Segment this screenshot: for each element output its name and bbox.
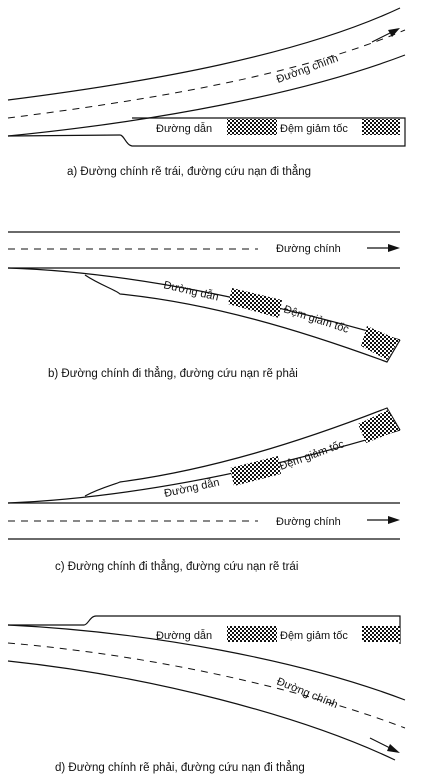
arrester-bed-label: Đệm giảm tốc [282,303,351,336]
main-road-label: Đường chính [276,243,341,255]
access-road-hatch [228,288,282,318]
arrester-bed-label: Đệm giảm tốc [280,630,348,642]
access-road-hatch [230,456,281,486]
main-road-edge-upper [8,8,400,100]
caption-b: b) Đường chính đi thẳng, đường cứu nạn rẽ phải [48,368,298,380]
caption-d: d) Đường chính rẽ phải, đường cứu nạn đi thẳng [55,762,305,774]
main-road-label: Đường chính [274,675,340,712]
access-road-label: Đường dẫn [156,123,213,135]
diagram-a [8,8,405,178]
main-road-edge-lower [8,661,395,760]
diagram-c [8,408,400,573]
caption-a: a) Đường chính rẽ trái, đường cứu nạn đi thẳng [67,166,312,178]
arrester-bed-label: Đệm giảm tốc [280,123,348,135]
direction-arrow [367,516,400,524]
direction-arrow [367,244,400,252]
access-road-label: Đường dẫn [162,279,220,304]
arrester-bed-hatch [362,119,400,135]
access-road-label: Đường dẫn [156,630,213,642]
access-road-hatch [227,119,277,135]
diagram-d [8,616,405,774]
access-road-label: Đường dẫn [163,476,221,500]
arrester-bed-label: Đệm giảm tốc [277,438,346,473]
main-road-centerline [8,30,405,118]
escape-ramp-outline-lower [85,275,400,362]
access-road-hatch [227,626,277,642]
direction-arrow [372,28,400,42]
caption-c: c) Đường chính đi thẳng, đường cứu nạn rẽ trái [55,561,299,573]
arrester-bed-hatch [362,626,400,642]
main-road-label: Đường chính [274,52,340,86]
main-road-label: Đường chính [276,516,341,528]
main-road-centerline [8,643,405,728]
diagram-b [8,232,400,380]
arrester-bed-hatch [358,410,399,443]
